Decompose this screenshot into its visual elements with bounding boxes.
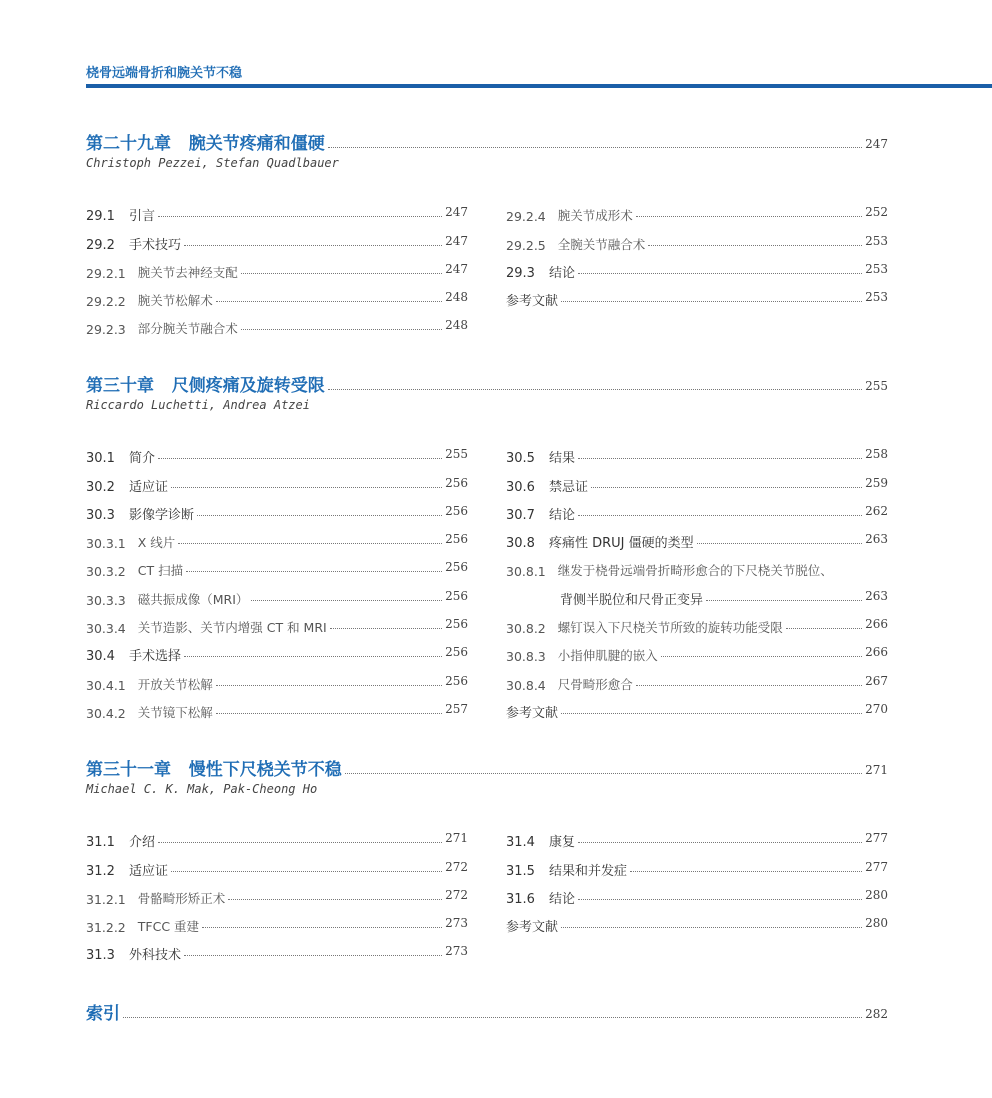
dot-leader xyxy=(706,600,862,601)
toc-entry[interactable] xyxy=(86,253,468,281)
toc-entry[interactable] xyxy=(86,636,468,664)
dot-leader xyxy=(178,543,442,544)
dot-leader xyxy=(228,899,442,900)
index-entry[interactable] xyxy=(86,998,888,1024)
running-header: 桡骨远端骨折和腕关节不稳 xyxy=(86,66,243,81)
section-number: 31.5 xyxy=(506,863,535,879)
dot-leader xyxy=(786,628,862,629)
dot-leader xyxy=(197,515,442,516)
section-page: 256 xyxy=(445,532,468,547)
section-title: 手术技巧 xyxy=(128,237,181,253)
dot-leader xyxy=(328,147,862,148)
section-number: 29.2.5 xyxy=(506,237,546,253)
toc-entry[interactable] xyxy=(86,466,468,494)
section-title: 尺骨畸形愈合 xyxy=(557,676,633,692)
section-number: 30.8.3 xyxy=(506,649,546,665)
chapter-title: 第二十九章 腕关节疼痛和僵硬 xyxy=(86,134,325,154)
section-page: 280 xyxy=(865,916,888,931)
section-title: 结果 xyxy=(548,451,575,467)
section-title: 继发于桡骨远端骨折畸形愈合的下尺桡关节脱位、 xyxy=(557,563,833,579)
toc-entry[interactable] xyxy=(506,551,888,579)
dot-leader xyxy=(158,216,442,217)
toc-entry[interactable] xyxy=(506,253,888,281)
section-title: CT 扫描 xyxy=(137,563,184,579)
dot-leader xyxy=(345,773,862,774)
dot-leader xyxy=(578,899,862,900)
section-page: 273 xyxy=(445,916,468,931)
section-page: 252 xyxy=(865,205,888,220)
section-page: 266 xyxy=(865,645,888,660)
section-page: 248 xyxy=(445,318,468,333)
toc-entry[interactable] xyxy=(86,495,468,523)
toc-entry[interactable] xyxy=(86,850,468,878)
section-page: 259 xyxy=(865,475,888,490)
toc-entry[interactable] xyxy=(86,309,468,337)
section-page: 257 xyxy=(445,701,468,716)
dot-leader xyxy=(578,842,862,843)
section-page: 271 xyxy=(445,831,468,846)
dot-leader xyxy=(123,1017,862,1018)
dot-leader xyxy=(216,685,442,686)
dot-leader xyxy=(171,487,442,488)
section-number: 31.2.1 xyxy=(86,891,126,907)
section-title: 关节造影、关节内增强 CT 和 MRI xyxy=(137,620,327,636)
toc-entry[interactable] xyxy=(506,608,888,636)
section-page: 247 xyxy=(445,233,468,248)
section-page: 253 xyxy=(865,290,888,305)
dot-leader xyxy=(241,273,442,274)
dot-leader xyxy=(202,927,442,928)
section-number: 31.4 xyxy=(506,835,535,851)
dot-leader xyxy=(630,871,862,872)
dot-leader xyxy=(648,245,862,246)
dot-leader xyxy=(697,543,862,544)
section-title: 介绍 xyxy=(128,835,155,851)
section-page: 247 xyxy=(445,205,468,220)
toc-columns xyxy=(86,196,888,337)
section-page: 253 xyxy=(865,261,888,276)
section-page: 277 xyxy=(865,859,888,874)
toc-entry[interactable] xyxy=(506,579,888,607)
chapter-authors: Riccardo Luchetti, Andrea Atzei xyxy=(86,398,310,412)
toc-column-right xyxy=(506,822,888,963)
section-title: 结论 xyxy=(548,265,575,281)
section-page: 255 xyxy=(445,447,468,462)
index-page: 282 xyxy=(865,1007,888,1021)
dot-leader xyxy=(561,927,862,928)
section-title: 简介 xyxy=(128,451,155,467)
section-number: 31.2.2 xyxy=(86,920,126,936)
toc-column-right xyxy=(506,196,888,337)
toc-columns xyxy=(86,822,888,963)
section-title: 参考文献 xyxy=(506,705,559,721)
dot-leader xyxy=(578,273,862,274)
section-title: 开放关节松解 xyxy=(137,676,213,692)
section-page: 263 xyxy=(865,588,888,603)
section-title: 禁忌证 xyxy=(548,479,588,495)
section-title: 小指伸肌腱的嵌入 xyxy=(557,648,658,664)
toc-entry[interactable] xyxy=(86,551,468,579)
toc-entry[interactable] xyxy=(506,850,888,878)
chapter-heading[interactable] xyxy=(86,128,888,154)
toc-entry[interactable] xyxy=(506,224,888,252)
dot-leader xyxy=(661,656,862,657)
chapter-title: 第三十一章 慢性下尺桡关节不稳 xyxy=(86,760,342,780)
dot-leader xyxy=(158,842,442,843)
chapter-heading[interactable] xyxy=(86,754,888,780)
chapter-page: 271 xyxy=(865,763,888,777)
toc-column-left xyxy=(86,438,468,721)
section-title: 疼痛性 DRUJ 僵硬的类型 xyxy=(548,536,694,552)
section-number: 30.3.1 xyxy=(86,536,126,552)
dot-leader xyxy=(636,216,862,217)
section-title: 全腕关节融合术 xyxy=(557,236,646,252)
section-page: 273 xyxy=(445,944,468,959)
section-number: 29.2.2 xyxy=(86,294,126,310)
toc-entry[interactable] xyxy=(86,196,468,224)
chapter-heading[interactable] xyxy=(86,370,888,396)
toc-entry[interactable] xyxy=(506,281,888,309)
section-number: 30.3 xyxy=(86,507,115,523)
section-page: 272 xyxy=(445,859,468,874)
section-number: 30.4.2 xyxy=(86,705,126,721)
section-title: 结果和并发症 xyxy=(548,863,627,879)
toc-entry[interactable] xyxy=(506,907,888,935)
section-page: 256 xyxy=(445,588,468,603)
toc-entry[interactable] xyxy=(86,608,468,636)
section-number: 31.1 xyxy=(86,835,115,851)
dot-leader xyxy=(591,487,862,488)
section-title: 腕关节成形术 xyxy=(557,208,633,224)
toc-column-right xyxy=(506,438,888,721)
toc-entry[interactable] xyxy=(86,224,468,252)
toc-entry[interactable] xyxy=(506,495,888,523)
toc-entry[interactable] xyxy=(506,664,888,692)
dot-leader xyxy=(561,301,862,302)
toc-entry[interactable] xyxy=(506,822,888,850)
section-number: 30.4.1 xyxy=(86,677,126,693)
toc-entry[interactable] xyxy=(506,523,888,551)
section-number: 29.2 xyxy=(86,237,115,253)
section-page: 248 xyxy=(445,290,468,305)
chapter-block xyxy=(86,370,888,721)
dot-leader xyxy=(216,713,442,714)
section-number: 31.2 xyxy=(86,863,115,879)
dot-leader xyxy=(216,301,442,302)
section-page: 247 xyxy=(445,261,468,276)
section-title: 适应证 xyxy=(128,863,168,879)
dot-leader xyxy=(184,656,442,657)
section-title: X 线片 xyxy=(137,535,176,551)
toc-entry[interactable] xyxy=(86,822,468,850)
toc-entry[interactable] xyxy=(86,879,468,907)
section-title: 螺钉误入下尺桡关节所致的旋转功能受限 xyxy=(557,620,783,636)
dot-leader xyxy=(251,600,442,601)
section-number: 30.8 xyxy=(506,536,535,552)
section-number: 30.1 xyxy=(86,451,115,467)
toc-entry[interactable] xyxy=(506,466,888,494)
chapter-authors: Christoph Pezzei, Stefan Quadlbauer xyxy=(86,156,339,170)
toc-entry[interactable] xyxy=(506,879,888,907)
section-number: 30.3.2 xyxy=(86,564,126,580)
section-title: 部分腕关节融合术 xyxy=(137,321,238,337)
section-number: 30.2 xyxy=(86,479,115,495)
dot-leader xyxy=(578,515,862,516)
section-number: 30.3.4 xyxy=(86,621,126,637)
section-title: 腕关节去神经支配 xyxy=(137,264,238,280)
section-number: 30.6 xyxy=(506,479,535,495)
section-title: 手术选择 xyxy=(128,649,181,665)
dot-leader xyxy=(578,458,862,459)
dot-leader xyxy=(171,871,442,872)
chapter-page: 247 xyxy=(865,137,888,151)
section-number: 29.2.1 xyxy=(86,265,126,281)
toc-entry[interactable] xyxy=(506,693,888,721)
section-number: 30.5 xyxy=(506,451,535,467)
toc-column-left xyxy=(86,196,468,337)
dot-leader xyxy=(158,458,442,459)
dot-leader xyxy=(636,685,862,686)
index-title: 索引 xyxy=(86,1004,120,1024)
dot-leader xyxy=(241,329,442,330)
section-title: 适应证 xyxy=(128,479,168,495)
section-number: 29.2.4 xyxy=(506,209,546,225)
section-page: 262 xyxy=(865,503,888,518)
section-number: 30.4 xyxy=(86,649,115,665)
dot-leader xyxy=(186,571,442,572)
section-number: 30.8.1 xyxy=(506,564,546,580)
section-page: 256 xyxy=(445,503,468,518)
section-title: 康复 xyxy=(548,835,575,851)
dot-leader xyxy=(184,245,442,246)
section-page: 256 xyxy=(445,617,468,632)
dot-leader xyxy=(184,955,442,956)
toc-entry[interactable] xyxy=(506,438,888,466)
section-page: 263 xyxy=(865,532,888,547)
section-number: 29.3 xyxy=(506,265,535,281)
section-title: 引言 xyxy=(128,209,155,225)
dot-leader xyxy=(328,389,862,390)
toc-entry[interactable] xyxy=(86,438,468,466)
toc-entry[interactable] xyxy=(86,579,468,607)
toc-entry[interactable] xyxy=(86,281,468,309)
toc-entry[interactable] xyxy=(86,523,468,551)
section-number: 31.3 xyxy=(86,948,115,964)
section-number: 30.8.2 xyxy=(506,621,546,637)
toc-entry[interactable] xyxy=(86,664,468,692)
section-number: 29.1 xyxy=(86,209,115,225)
section-page: 266 xyxy=(865,617,888,632)
toc-entry[interactable] xyxy=(86,907,468,935)
toc-column-left xyxy=(86,822,468,963)
section-title: 结论 xyxy=(548,507,575,523)
section-title: 参考文献 xyxy=(506,294,559,310)
section-title: 参考文献 xyxy=(506,920,559,936)
chapter-title: 第三十章 尺侧疼痛及旋转受限 xyxy=(86,376,325,396)
toc-entry[interactable] xyxy=(86,935,468,963)
section-number: 30.8.4 xyxy=(506,677,546,693)
section-page: 258 xyxy=(865,447,888,462)
section-page: 256 xyxy=(445,560,468,575)
toc-entry[interactable] xyxy=(506,636,888,664)
section-title: 外科技术 xyxy=(128,948,181,964)
section-title: 背侧半脱位和尺骨正变异 xyxy=(560,592,704,608)
chapter-block xyxy=(86,128,888,337)
dot-leader xyxy=(330,628,442,629)
section-page: 256 xyxy=(445,673,468,688)
chapter-authors: Michael C. K. Mak, Pak-Cheong Ho xyxy=(86,782,318,796)
section-page: 253 xyxy=(865,233,888,248)
section-title: 腕关节松解术 xyxy=(137,293,213,309)
section-page: 280 xyxy=(865,887,888,902)
toc-entry[interactable] xyxy=(86,693,468,721)
chapter-page: 255 xyxy=(865,379,888,393)
toc-columns xyxy=(86,438,888,721)
section-page: 272 xyxy=(445,887,468,902)
section-page: 270 xyxy=(865,701,888,716)
section-title: 影像学诊断 xyxy=(128,507,194,523)
section-number: 31.6 xyxy=(506,891,535,907)
header-rule xyxy=(86,84,992,88)
section-number: 30.3.3 xyxy=(86,592,126,608)
section-page: 277 xyxy=(865,831,888,846)
section-title: 骨骼畸形矫正术 xyxy=(137,890,226,906)
dot-leader xyxy=(561,713,862,714)
section-title: 磁共振成像（MRI） xyxy=(137,591,249,607)
section-number: 29.2.3 xyxy=(86,322,126,338)
section-title: TFCC 重建 xyxy=(137,919,200,935)
section-page: 256 xyxy=(445,475,468,490)
section-title: 结论 xyxy=(548,891,575,907)
section-page: 256 xyxy=(445,645,468,660)
section-title: 关节镜下松解 xyxy=(137,704,213,720)
chapter-block xyxy=(86,754,888,963)
toc-entry[interactable] xyxy=(506,196,888,224)
section-number: 30.7 xyxy=(506,507,535,523)
section-page: 267 xyxy=(865,673,888,688)
